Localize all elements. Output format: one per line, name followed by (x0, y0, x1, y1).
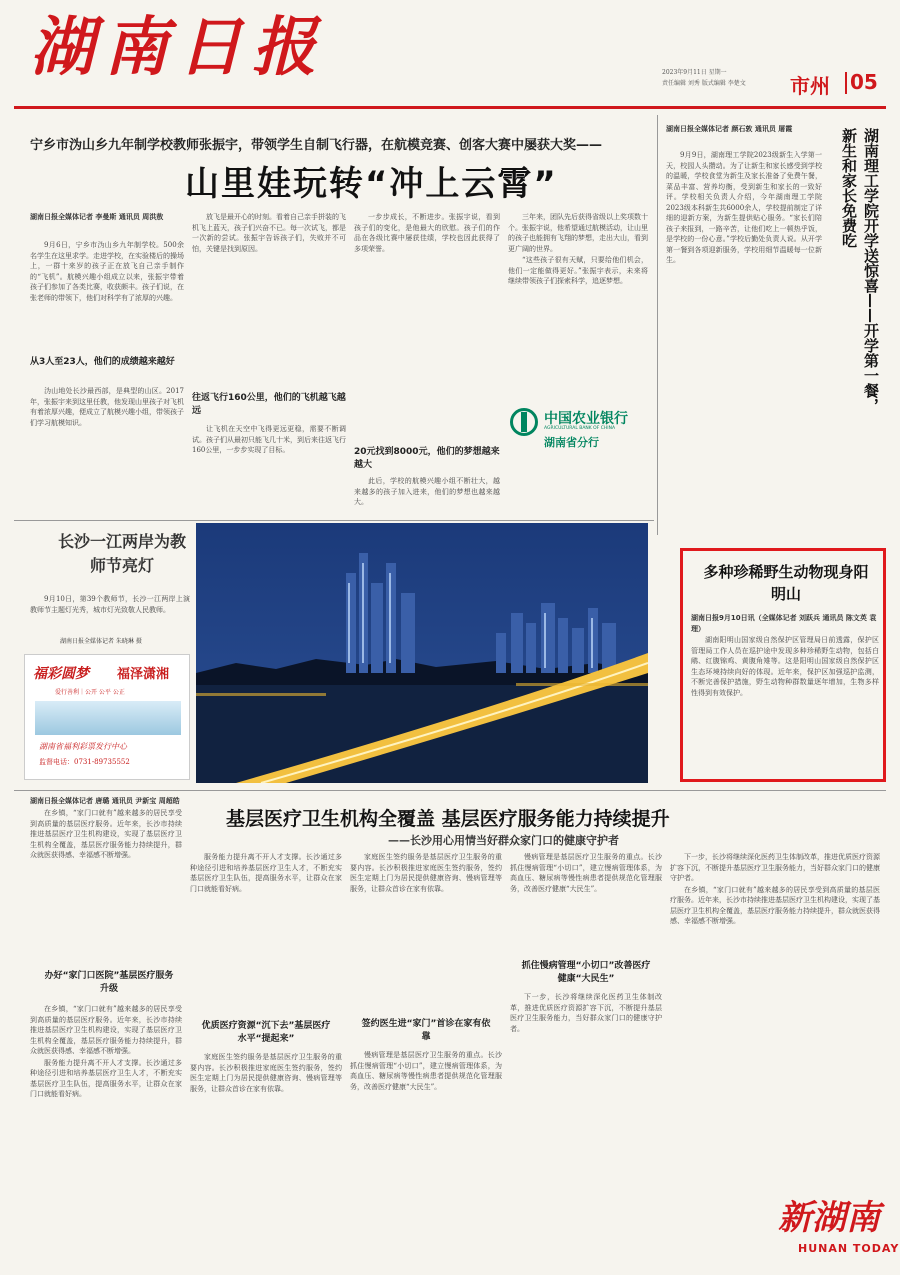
article5-subtitle: ——长沙用心用情当好群众家门口的健康守护者 (388, 834, 619, 847)
article-headline: 山里娃玩转“冲上云霄” (185, 164, 558, 204)
article-subhead: 从3人至23人，他们的成绩越来越好 (30, 357, 175, 367)
article5-subhead: 签约医生进“家门”首诊在家有依靠 (361, 1019, 491, 1042)
bank-logo-icon-inner (521, 412, 527, 432)
page-number: 05 (850, 70, 878, 94)
article-column: 此后，学校的航模兴趣小组不断壮大，越来越多的孩子加入进来，他们的梦想也越来越大。 (354, 477, 500, 506)
column-divider (657, 115, 658, 535)
bank-ad (508, 404, 648, 456)
article5-column: 下一步，长沙将继续深化医药卫生体制改革，推进优质医疗资源扩容下沉，不断提升基层医疗卫生服务能力，当好群众家门口的健康守护者。 (510, 993, 662, 1033)
article-column: 让飞机在天空中飞得更远更稳，需要不断调试。孩子们从最初只能飞几十米，到后来往返飞行160公里，一步步实现了目标。 (192, 425, 346, 454)
article3-headline: 长沙一江两岸为教师节亮灯 (57, 532, 186, 575)
lottery-brand: 福彩圆梦 (33, 666, 89, 682)
photo-credit: 湖南日报全媒体记者 朱晓琳 摄 (60, 638, 142, 645)
article-subhead: 20元找到8000元，他们的梦想越来越大 (354, 447, 500, 470)
bank-name: 中国农业银行 (544, 411, 628, 427)
article2-headline: 湖南理工学院开学送惊喜——开学第一餐，新生和家长免费吃 (840, 128, 880, 413)
lottery-graphic (35, 701, 181, 735)
bank-branch: 湖南省分行 (544, 436, 599, 449)
masthead-rule (14, 106, 886, 109)
article5-column: 慢病管理是基层医疗卫生服务的重点。长沙抓住慢病管理“小切口”，建立慢病管理体系，为高血压、糖尿病等慢性病患者提供规范化管理服务，改善医疗健康“大民生”。 (350, 1051, 502, 1091)
lottery-ad (24, 654, 190, 780)
footer-logo-en: HUNAN TODAY (798, 1242, 900, 1255)
article-column: 放飞是最开心的时刻。看着自己亲手拼装的飞机飞上蓝天，孩子们兴奋不已。每一次试飞，都是一次新的尝试。张振宇告诉孩子们，失败并不可怕，关键是找到原因。 (192, 213, 346, 253)
article-column: 三年来，团队先后获得省级以上奖项数十个。张振宇说，他希望通过航模活动，让山里的孩子也能拥有飞翔的梦想，走出大山，看到更广阔的世界。 “这些孩子很有天赋，只要给他们机会，他们一定能做得更好。”张振宇表示，未来将继续带领孩子们探索科学，追逐梦想。 (508, 213, 648, 285)
article3-body: 9月10日，第39个教师节，长沙一江两岸上演教师节主题灯光秀，城市灯光致敬人民教师。 (30, 595, 190, 614)
article2-byline: 湖南日报全媒体记者 颜石敦 通讯员 屠霞 (666, 125, 793, 133)
section-name: 市州 (790, 74, 830, 98)
bank-name-en: AGRICULTURAL BANK OF CHINA (544, 426, 616, 431)
article5-byline: 湖南日报全媒体记者 唐璐 通讯员 尹新宝 周超皓 (30, 797, 180, 805)
article5-column: 服务能力提升离不开人才支撑。长沙通过多种途径引进和培养基层医疗卫生人才，不断充实基层医疗卫生队伍，提高服务水平，让群众在家门口就能看好病。 (190, 853, 342, 893)
lottery-phone: 监督电话：0731-89735552 (39, 758, 130, 766)
article5-column: 慢病管理是基层医疗卫生服务的重点。长沙抓住慢病管理“小切口”，建立慢病管理体系，为高血压、糖尿病等慢性病患者提供规范化管理服务，改善医疗健康“大民生”。 (510, 853, 662, 893)
section-rule (14, 790, 886, 791)
article5-subhead: 办好“家门口医院”基层医疗服务升级 (44, 971, 174, 994)
article5-column: 下一步，长沙将继续深化医药卫生体制改革，推进优质医疗资源扩容下沉，不断提升基层医疗卫生服务能力，当好群众家门口的健康守护者。 在乡镇，“家门口就有”越来越多的居民享受到高质量的基层医疗服务。近年来，长沙市持续推进基层医疗卫生机构建设，实现了基层医疗卫生机构全覆盖，基层医疗服务能力持续提升，群众就医获得感、幸福感不断增强。 (670, 853, 880, 925)
article2-body: 9月9日，湖南理工学院2023级新生入学第一天，校园人头攒动。为了让新生和家长感受到学校的温暖，学校食堂为新生及家长准备了免费午餐，菜品丰富、营养均衡，受到新生和家长的一致好评。学校相关负责人介绍，今年湖南理工学院2023级本科新生共6000余人，学校提前制定了详细的迎新方案，为新生提供贴心服务。“家长们陪孩子来报到，一路辛苦，让他们吃上一顿热乎饭，是学校的一份心意。”学校后勤处负责人说。从开学第一餐到各项迎新服务，学校用细节温暖每一位新生。 (666, 151, 822, 264)
article4-byline: 湖南日报9月10日讯（全媒体记者 刘跃兵 通讯员 陈文英 袁理） (691, 614, 877, 633)
article5-column: 家庭医生签约服务是基层医疗卫生服务的重要内容。长沙积极推进家庭医生签约服务，签约医生定期上门为居民提供健康咨询、慢病管理等服务，让群众首诊在家有依靠。 (190, 1053, 342, 1093)
lottery-tagline: 爱行善利｜公开 公平 公正 (55, 689, 125, 696)
footer-logo-cn: 新湖南 (778, 1198, 880, 1238)
lottery-slogan: 福泽潇湘 (117, 667, 170, 682)
article-subhead: 往返飞行160公里，他们的飞机越飞越远 (192, 393, 346, 416)
lottery-org: 湖南省福利彩票发行中心 (39, 742, 127, 751)
article5-column: 在乡镇，“家门口就有”越来越多的居民享受到高质量的基层医疗服务。近年来，长沙市持续推进基层医疗卫生机构建设，实现了基层医疗卫生机构全覆盖，基层医疗服务能力持续提升，群众就医获得感、幸福感不断增强。 服务能力提升离不开人才支撑。长沙通过多种途径引进和培养基层医疗卫生人才，不断充实基层医疗卫生队伍，提高服务水平，让群众在家门口就能看好病。 (30, 1005, 182, 1098)
city-night-photo (196, 523, 648, 783)
article4-body: 湖南阳明山国家级自然保护区管理局日前透露，保护区管理局工作人员在巡护途中发现多种珍稀野生动物，包括白鹇、红腹锦鸡、黄腹角雉等。这是阳明山国家级自然保护区生态环境持续向好的体现。近年来，保护区加强巡护监测，不断完善保护措施，野生动物种群数量逐年增加，生物多样性得到有效保护。 (691, 636, 879, 697)
article5-column: 家庭医生签约服务是基层医疗卫生服务的重要内容。长沙积极推进家庭医生签约服务，签约医生定期上门为居民提供健康咨询、慢病管理等服务，让群众首诊在家有依靠。 (350, 853, 502, 893)
masthead-title: 湖南日报 (30, 10, 326, 85)
article-column: 9月6日，宁乡市沩山乡九年制学校。500余名学生在这里求学。走进学校，在实验楼后的操场上，一群十来岁的孩子正在放飞自己亲手制作的“飞机”。航模兴趣小组成立以来，张振宇带着孩子们参加了各类比赛，收获颇丰。孩子们说，在张老师的带领下，他们对科学有了浓厚的兴趣。 (30, 241, 184, 302)
article4-headline: 多种珍稀野生动物现身阳明山 (703, 563, 869, 603)
section-rule (14, 520, 654, 521)
date-line: 2023年9月11日 星期一 (662, 69, 727, 76)
footer-logo (778, 1190, 900, 1268)
article-column: 沩山地处长沙最西部，是典型的山区。2017年，张振宇来到这里任教，他发现山里孩子对飞机有着浓厚兴趣，便成立了航模兴趣小组，带领孩子们学习航模知识。 (30, 387, 184, 427)
highlighted-article (680, 548, 886, 782)
editors-line: 责任编辑 刘秀 版式编辑 李楚文 (662, 80, 746, 87)
section-divider (845, 72, 847, 94)
masthead (0, 0, 900, 108)
article5-subhead: 优质医疗资源“沉下去”基层医疗水平“提起来” (201, 1021, 331, 1044)
article-kicker: 宁乡市沩山乡九年制学校教师张振宇，带领学生自制飞行器，在航模竞赛、创客大赛中屡获大奖—— (30, 138, 603, 153)
article5-column: 在乡镇，“家门口就有”越来越多的居民享受到高质量的基层医疗服务。近年来，长沙市持续推进基层医疗卫生机构建设，实现了基层医疗卫生机构全覆盖，基层医疗服务能力持续提升，群众就医获得感、幸福感不断增强。 (30, 809, 182, 859)
article5-subhead: 抓住慢病管理“小切口”改善医疗健康“大民生” (521, 961, 651, 984)
article-column: 一步步成长，不断进步。张振宇说，看到孩子们的变化，是他最大的欣慰。孩子们的作品在各级比赛中屡获佳绩，学校也因此获得了多项荣誉。 (354, 213, 500, 253)
article-byline: 湖南日报全媒体记者 李曼斯 通讯员 周洪敖 (30, 213, 164, 221)
article5-headline: 基层医疗卫生机构全覆盖 基层医疗服务能力持续提升 (226, 808, 670, 830)
